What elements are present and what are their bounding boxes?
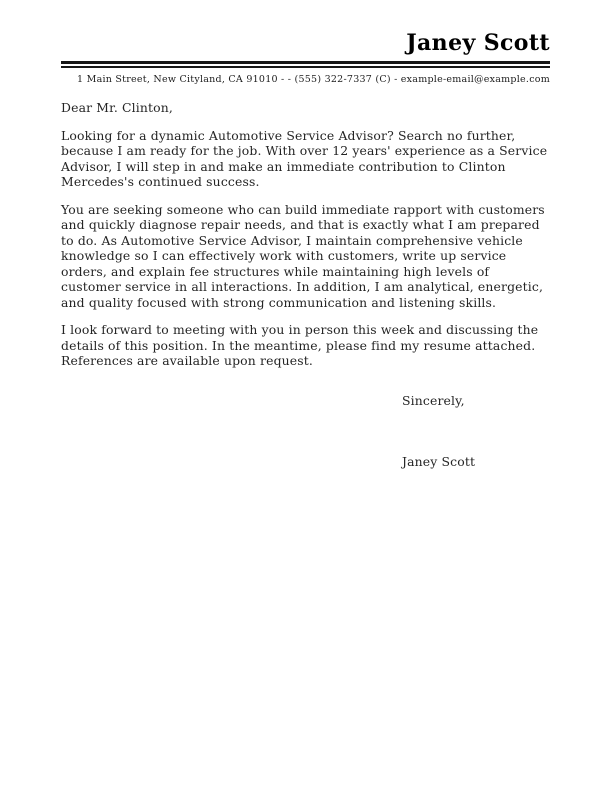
letterhead-divider-rule [61, 61, 550, 68]
letterhead-contact-line: 1 Main Street, New Cityland, CA 91010 - - (555) 322-7337 (C) - example-email@example.com [77, 74, 550, 85]
paragraph-qualifications: You are seeking someone who can build immediate rapport with customers and quickly diagnose repair needs, and that is exactly what I am prepared to do. As Automotive Service Advisor, I maintain comprehensive vehicle knowledge so I can effectively work with customers, write up service orders, and explain fee structures while maintaining high levels of customer service in all interactions. In addition, I am analytical, energetic, and quality focused with strong communication and listening skills. [61, 201, 545, 310]
paragraph-call-to-action: I look forward to meeting with you in person this week and discussing the details of this position. In the meantime, please find my resume attached. References are available upon request. [61, 322, 539, 368]
letter-body [61, 100, 550, 470]
letterhead-name: Janey Scott [406, 30, 550, 56]
letterhead [61, 30, 550, 85]
signature-name: Janey Scott [402, 454, 476, 469]
salutation: Dear Mr. Clinton, [61, 100, 173, 115]
paragraph-intro: Looking for a dynamic Automotive Service Advisor? Search no further, because I am ready for the job. With over 12 years' experience as a Service Advisor, I will step in and make an immediate contribution to Clinton Mercedes's continued success. [61, 127, 548, 189]
closing: Sincerely, [402, 392, 465, 408]
signature-block [402, 393, 550, 470]
